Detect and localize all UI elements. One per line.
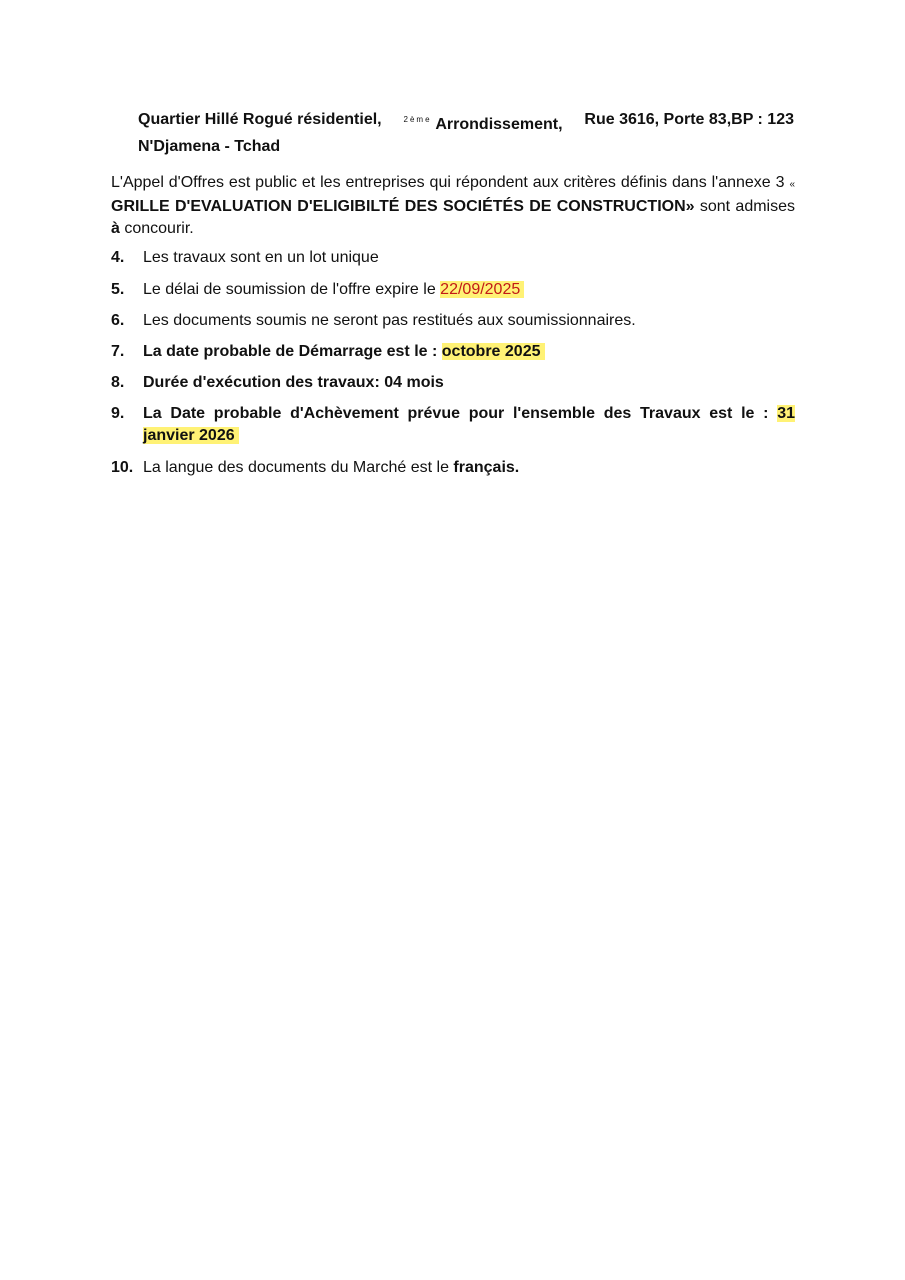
eligibility-grid-title: GRILLE D'EVALUATION D'ELIGIBILTÉ DES SOCIÉTÉS DE CONSTRUCTION»: [111, 198, 695, 215]
address-arrondissement: $^{2ème}$ Arrondissement,: [403, 115, 563, 133]
list-item-4: 4. Les travaux sont en un lot unique: [111, 249, 379, 266]
start-date: octobre 2025: [442, 343, 545, 360]
address-block: [138, 109, 794, 158]
list-item-6: 6. Les documents soumis ne seront pas restitués aux soumissionnaires.: [111, 312, 636, 329]
list-item-8: 8. Durée d'exécution des travaux: 04 mois: [111, 374, 444, 391]
address-line-1: [138, 109, 794, 136]
intro-paragraph: L'Appel d'Offres est public et les entreprises qui répondent aux critères définis dans l'annexe 3 « GRILLE D'EVALUATION D'ELIGIBILTÉ DES SOCIÉTÉS DE CONSTRUCTION» sont admises à concourir.: [111, 174, 795, 237]
list-item-5: 5. Le délai de soumission de l'offre expire le 22/09/2025: [111, 279, 801, 301]
list-item-9: 9. La Date probable d'Achèvement prévue pour l'ensemble des Travaux est le : 31 janvier 2026: [111, 405, 795, 444]
list-item-7: 7. La date probable de Démarrage est le : octobre 2025: [111, 341, 801, 363]
address-street: Rue 3616, Porte 83,BP : 123: [584, 111, 794, 128]
list-item-10: 10. La langue des documents du Marché est le français.: [111, 459, 520, 476]
completion-date: 31 janvier 2026: [143, 405, 795, 444]
language-value: français.: [453, 459, 520, 476]
opening-quote: «: [789, 179, 795, 190]
address-line-2: N'Djamena - Tchad: [138, 138, 281, 155]
submission-deadline: 22/09/2025: [440, 281, 524, 298]
address-quarter: Quartier Hillé Rogué résidentiel,: [138, 111, 382, 128]
address-superscript: 2ème: [403, 115, 432, 124]
